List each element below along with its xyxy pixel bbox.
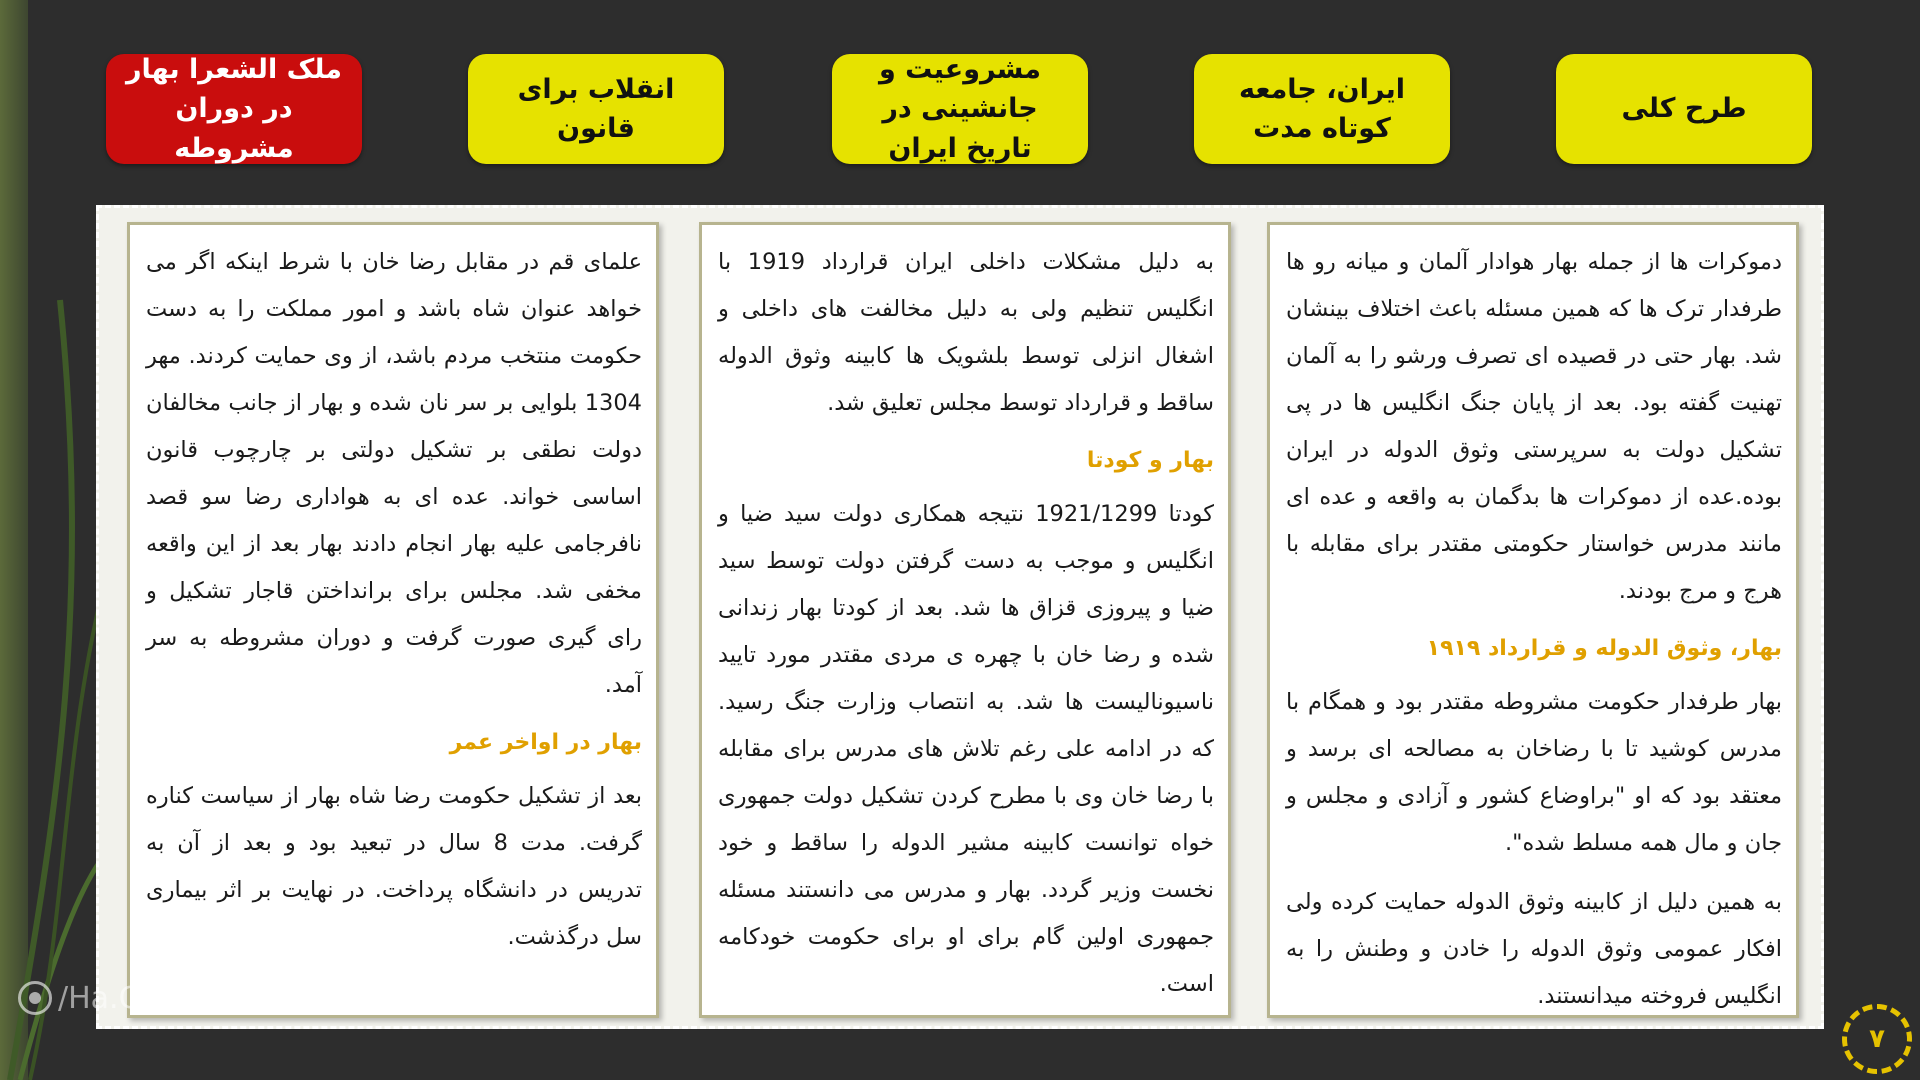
left-decorative-strip — [0, 0, 28, 1080]
tab-legitimacy-succession[interactable]: مشروعیت و جانشینی در تاریخ ایران — [832, 54, 1088, 164]
paragraph: به همین دلیل از کابینه وثوق الدوله حمایت کرده ولی افکار عمومی وثوق الدوله را خادن و وطنش را به انگلیس فروخته میدانستند. — [1286, 889, 1782, 1009]
watermark — [18, 978, 229, 1018]
paragraph: بهار طرفدار حکومت مشروطه مقتدر بود و همگام با مدرس کوشید تا با رضاخان به مصالحه ای برسد و معتقد بود که او "براوضاع کشور و آزادی و مجلس و جان و مال همه مسلط شده". — [1286, 689, 1782, 856]
tab-overview[interactable]: طرح کلی — [1556, 54, 1812, 164]
page-number-label: ۷ — [1869, 1024, 1885, 1054]
text-column-middle — [699, 222, 1231, 1018]
tab-bahar-mashruteh[interactable]: ملک الشعرا بهار در دوران مشروطه — [106, 54, 362, 164]
section-heading: بهار در اواخر عمر — [449, 730, 642, 755]
paragraph: دموکرات ها از جمله بهار هوادار آلمان و میانه رو ها طرفدار ترک ها که همین مسئله باعث اختلاف بینشان شد. بهار حتی در قصیده ای تصرف ورشو را به آلمان تهنیت گفته بود. بعد از پایان جنگ انگلیس ها در پی تشکیل دولت به سرپرستی وثوق الدوله در ایران بوده.عده از دموکرات ها بدگمان به واقعه و عده ای مانند مدرس خواستار حکومتی مقتدر برای مقابله با هرج و مرج بودند. — [1286, 249, 1782, 604]
paragraph: بعد از تشکیل حکومت رضا شاه بهار از سیاست کناره گرفت. مدت 8 سال در تبعید بود و بعد از آن به تدریس در دانشگاه پرداخت. در نهایت بر اثر بیماری سل درگذشت. — [146, 783, 642, 950]
film-reel-icon — [18, 981, 52, 1015]
page-number — [1842, 1004, 1912, 1074]
section-heading: بهار، وثوق الدوله و قرارداد ۱۹۱۹ — [1426, 636, 1782, 661]
paragraph: علمای قم در مقابل رضا خان با شرط اینکه اگر می خواهد عنوان شاه باشد و امور مملکت را به دست حکومت منتخب مردم باشد، از وی حمایت کردند. مهر 1304 بلوایی بر سر نان شده و بهار از جانب مخالفان دولت نطقی بر تشکیل دولتی بر چارچوب قانون اساسی خواند. عده ای به هواداری رضا سو قصد نافرجامی علیه بهار انجام دادند بهار بعد از این واقعه مخفی شد. مجلس برای برانداختن قاجار تشکیل و رای گیری صورت گرفت و دوران مشروطه به سر آمد. — [146, 249, 642, 698]
watermark-text: /Ha.Gerami — [58, 980, 229, 1016]
paragraph: به دلیل مشکلات داخلی ایران قرارداد 1919 با انگلیس تنظیم ولی به دلیل مخالفت های داخلی و اشغال انزلی توسط بلشویک ها کابینه وثوق الدوله ساقط و قرارداد توسط مجلس تعلیق شد. — [718, 249, 1214, 416]
text-column-right — [1267, 222, 1799, 1018]
paragraph: کودتا 1921/1299 نتیجه همکاری دولت سید ضیا و انگلیس و موجب به دست گرفتن دولت توسط سید ضیا و پیروزی قزاق ها شد. بعد از کودتا بهار زندانی شده و رضا خان با چهره ی مردی مقتدر مورد تایید ناسیونالیست ها شد. به انتصاب وزارت جنگ رسید. که در ادامه علی رغم تلاش های مدرس برای مقابله با رضا خان وی با مطرح کردن تشکیل دولت جمهوری خواه توانست کابینه مشیر الدوله را ساقط و خود نخست وزیر گردد. بهار و مدرس می دانستند مسئله جمهوری اولین گام برای او برای حکومت خودکامه است. — [718, 501, 1215, 997]
tab-revolution-for-law[interactable]: انقلاب برای قانون — [468, 54, 724, 164]
topic-tabs — [106, 54, 1816, 166]
section-heading: بهار و کودتا — [1086, 448, 1214, 473]
text-column-left — [127, 222, 659, 1018]
tab-short-term-society[interactable]: ایران، جامعه کوتاه مدت — [1194, 54, 1450, 164]
content-panel — [96, 205, 1824, 1029]
